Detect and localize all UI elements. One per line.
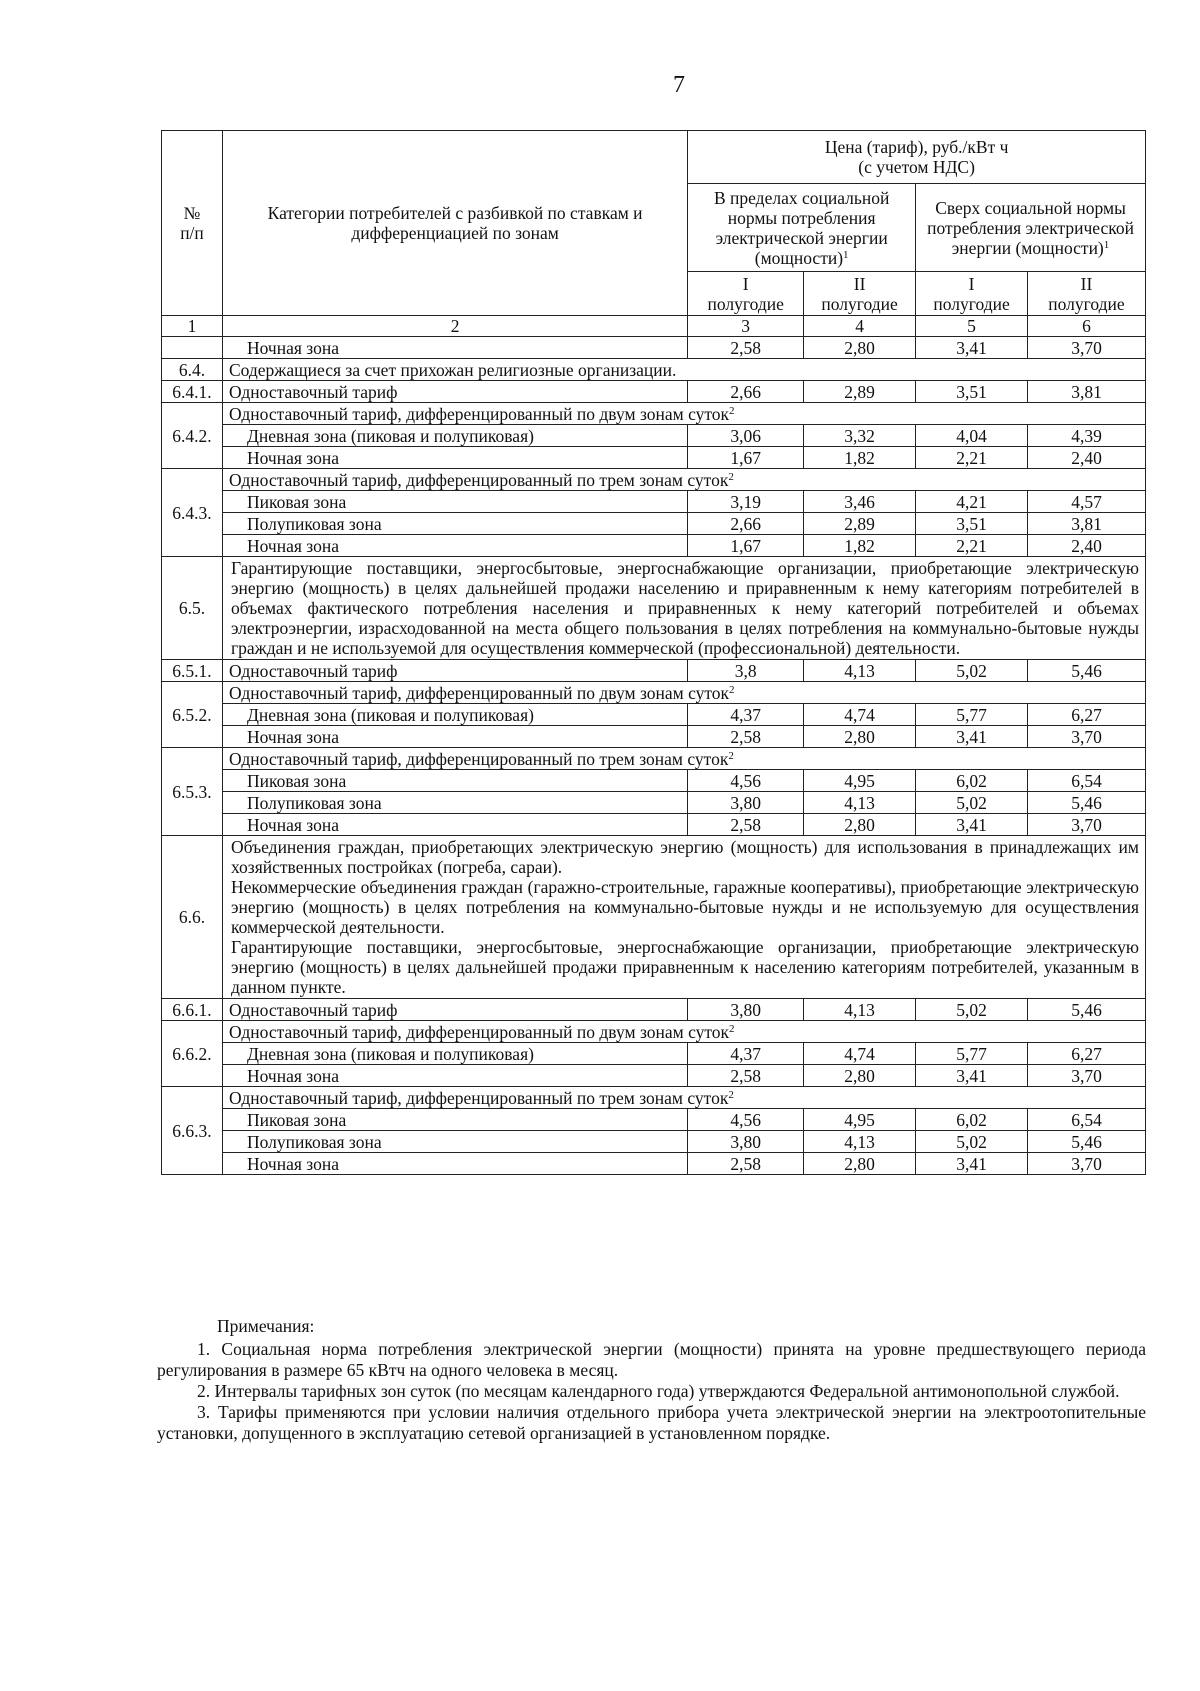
tariff-value: 3,70	[1028, 337, 1146, 359]
category-label: Ночная зона	[222, 337, 687, 359]
tariff-value: 2,58	[688, 1065, 804, 1087]
header-half-3: I полугодие	[916, 272, 1028, 316]
category-label: Полупиковая зона	[222, 792, 687, 814]
tariff-value: 5,46	[1028, 1131, 1146, 1153]
tariff-value: 3,51	[916, 381, 1028, 403]
category-label: Одноставочный тариф, дифференцированный по двум зонам суток$^2$	[222, 1021, 1145, 1043]
header-half-2: II полугодие	[804, 272, 916, 316]
notes-title: Примечания:	[217, 1316, 315, 1336]
category-description: Гарантирующие поставщики, энергосбытовые, энергоснабжающие организации, приобретающие электрическую энергию (мощность) в целях дальнейшей продажи населению и приравненным к нему категориям потребителей в объемах фактического потребления населения и приравненных к нему категорий потребителей и объемах электроэнергии, израсходованной на места общего пользования в целях потребления на коммунально-бытовые нужды граждан и не используемой для осуществления коммерческой (профессиональной) деятельности.	[222, 557, 1145, 660]
tariff-value: 1,82	[804, 535, 916, 557]
table-row	[162, 660, 1146, 682]
header-half-1: I полугодие	[688, 272, 804, 316]
tariff-value: 2,80	[804, 814, 916, 836]
tariff-value: 4,13	[804, 660, 916, 682]
tariff-value: 3,41	[916, 1153, 1028, 1175]
table-row	[162, 836, 1146, 999]
tariff-value: 3,80	[688, 999, 804, 1021]
tariff-value: 3,81	[1028, 513, 1146, 535]
table-row	[162, 403, 1146, 425]
row-number: 6.4.	[162, 359, 223, 381]
tariff-value: 5,02	[916, 792, 1028, 814]
category-description: Объединения граждан, приобретающих электрическую энергию (мощность) для использования в принадлежащих им хозяйственных постройках (погреба, сараи). Некоммерческие объединения граждан (гаражно-строительные, гаражные кооперативы), приобретающие электрическую энергию (мощность) в целях потребления на коммунально-бытовые нужды и не используемую для осуществления коммерческой деятельности. Гарантирующие поставщики, энергосбытовые, энергоснабжающие организации, приобретающие электрическую энергию (мощность) в целях дальнейшей продажи приравненным к населению категориям потребителей, указанным в данном пункте.	[222, 836, 1145, 999]
page-number: 7	[673, 72, 685, 98]
category-label: Ночная зона	[222, 1153, 687, 1175]
tariff-value: 4,13	[804, 1131, 916, 1153]
tariff-value: 2,21	[916, 535, 1028, 557]
tariff-value: 3,06	[688, 425, 804, 447]
table-row	[162, 513, 1146, 535]
tariff-value: 3,41	[916, 814, 1028, 836]
category-label: Пиковая зона	[222, 491, 687, 513]
header-price: Цена (тариф), руб./кВт ч (с учетом НДС)	[688, 131, 1146, 184]
category-label: Ночная зона	[222, 535, 687, 557]
tariff-value: 1,67	[688, 447, 804, 469]
tariff-value: 3,70	[1028, 726, 1146, 748]
tariff-value: 4,74	[804, 704, 916, 726]
tariff-value: 1,67	[688, 535, 804, 557]
tariff-value: 4,04	[916, 425, 1028, 447]
tariff-value: 2,58	[688, 337, 804, 359]
table-row	[162, 535, 1146, 557]
tariff-value: 3,81	[1028, 381, 1146, 403]
row-number	[162, 337, 223, 359]
col-num: 4	[804, 316, 916, 337]
col-num: 2	[222, 316, 687, 337]
table-row	[162, 770, 1146, 792]
header-category: Категории потребителей с разбивкой по ставкам и дифференциацией по зонам	[222, 131, 687, 316]
row-number: 6.6.	[162, 836, 223, 999]
tariff-value: 2,80	[804, 726, 916, 748]
header-above-norm: Сверх социальной нормы потребления электрической энергии (мощности)$^1$	[916, 184, 1146, 272]
col-num: 5	[916, 316, 1028, 337]
col-num: 6	[1028, 316, 1146, 337]
tariff-value: 3,41	[916, 726, 1028, 748]
table-row	[162, 1043, 1146, 1065]
tariff-value: 3,8	[688, 660, 804, 682]
table-row	[162, 557, 1146, 660]
tariff-value: 3,32	[804, 425, 916, 447]
table-row	[162, 682, 1146, 704]
table-row	[162, 704, 1146, 726]
col-num: 3	[688, 316, 804, 337]
tariff-value: 2,58	[688, 726, 804, 748]
tariff-value: 4,56	[688, 1109, 804, 1131]
table-row	[162, 748, 1146, 770]
tariff-value: 6,54	[1028, 770, 1146, 792]
tariff-value: 5,46	[1028, 792, 1146, 814]
tariff-value: 5,77	[916, 704, 1028, 726]
tariff-value: 6,02	[916, 770, 1028, 792]
tariff-value: 3,80	[688, 1131, 804, 1153]
column-number-row	[162, 316, 1146, 337]
row-number: 6.4.1.	[162, 381, 223, 403]
category-label: Одноставочный тариф, дифференцированный по двум зонам суток$^2$	[222, 403, 1145, 425]
header-num: № п/п	[162, 131, 223, 316]
tariff-value: 3,46	[804, 491, 916, 513]
category-label: Пиковая зона	[222, 1109, 687, 1131]
category-label: Одноставочный тариф, дифференцированный по трем зонам суток$^2$	[222, 748, 1145, 770]
tariff-value: 3,41	[916, 1065, 1028, 1087]
table-row	[162, 491, 1146, 513]
category-label: Одноставочный тариф, дифференцированный по трем зонам суток$^2$	[222, 469, 1145, 491]
tariff-value: 2,40	[1028, 535, 1146, 557]
tariff-value: 5,02	[916, 660, 1028, 682]
row-number: 6.6.1.	[162, 999, 223, 1021]
tariff-value: 2,80	[804, 1065, 916, 1087]
table-row	[162, 1087, 1146, 1109]
table-row	[162, 337, 1146, 359]
table-row	[162, 1109, 1146, 1131]
tariff-value: 6,54	[1028, 1109, 1146, 1131]
table-row	[162, 359, 1146, 381]
tariff-value: 4,37	[688, 704, 804, 726]
table-row	[162, 726, 1146, 748]
tariff-value: 6,27	[1028, 1043, 1146, 1065]
note-item: 2. Интервалы тарифных зон суток (по месяцам календарного года) утверждаются Федеральной антимонопольной службой.	[197, 1381, 1120, 1401]
tariff-value: 4,95	[804, 1109, 916, 1131]
row-number: 6.4.2.	[162, 403, 223, 469]
tariff-table	[161, 130, 1146, 1175]
tariff-value: 3,41	[916, 337, 1028, 359]
tariff-value: 2,58	[688, 1153, 804, 1175]
tariff-value: 5,46	[1028, 999, 1146, 1021]
tariff-value: 2,21	[916, 447, 1028, 469]
table-row	[162, 1065, 1146, 1087]
tariff-value: 6,27	[1028, 704, 1146, 726]
table-row	[162, 814, 1146, 836]
row-number: 6.5.3.	[162, 748, 223, 836]
row-number: 6.5.	[162, 557, 223, 660]
category-label: Полупиковая зона	[222, 1131, 687, 1153]
category-label: Дневная зона (пиковая и полупиковая)	[222, 704, 687, 726]
notes	[157, 1316, 1146, 1444]
category-label: Одноставочный тариф	[222, 381, 687, 403]
table-row	[162, 999, 1146, 1021]
col-num: 1	[162, 316, 223, 337]
row-number: 6.6.2.	[162, 1021, 223, 1087]
table-row	[162, 1131, 1146, 1153]
tariff-value: 3,51	[916, 513, 1028, 535]
table-row	[162, 381, 1146, 403]
tariff-value: 5,46	[1028, 660, 1146, 682]
category-label: Ночная зона	[222, 447, 687, 469]
table-row	[162, 792, 1146, 814]
tariff-value: 4,95	[804, 770, 916, 792]
tariff-value: 2,89	[804, 513, 916, 535]
header-half-4: II полугодие	[1028, 272, 1146, 316]
note-item: 1. Социальная норма потребления электрической энергии (мощности) принята на уровне предшествующего периода регулирования в размере 65 кВтч на одного человека в месяц.	[157, 1339, 1146, 1380]
row-number: 6.6.3.	[162, 1087, 223, 1175]
category-label: Одноставочный тариф, дифференцированный по трем зонам суток$^2$	[222, 1087, 1145, 1109]
category-label: Пиковая зона	[222, 770, 687, 792]
tariff-value: 4,74	[804, 1043, 916, 1065]
category-label: Одноставочный тариф	[222, 660, 687, 682]
tariff-value: 5,77	[916, 1043, 1028, 1065]
tariff-value: 2,40	[1028, 447, 1146, 469]
tariff-value: 5,02	[916, 999, 1028, 1021]
tariff-value: 6,02	[916, 1109, 1028, 1131]
category-label: Ночная зона	[222, 1065, 687, 1087]
table-row	[162, 447, 1146, 469]
tariff-value: 3,19	[688, 491, 804, 513]
tariff-value: 4,56	[688, 770, 804, 792]
tariff-value: 4,13	[804, 792, 916, 814]
tariff-value: 2,89	[804, 381, 916, 403]
tariff-value: 4,39	[1028, 425, 1146, 447]
table-row	[162, 469, 1146, 491]
tariff-value: 1,82	[804, 447, 916, 469]
tariff-value: 4,57	[1028, 491, 1146, 513]
tariff-value: 2,80	[804, 337, 916, 359]
category-label: Ночная зона	[222, 726, 687, 748]
tariff-value: 4,21	[916, 491, 1028, 513]
tariff-value: 3,70	[1028, 814, 1146, 836]
tariff-value: 2,66	[688, 513, 804, 535]
category-label: Одноставочный тариф	[222, 999, 687, 1021]
row-number: 6.4.3.	[162, 469, 223, 557]
category-label: Полупиковая зона	[222, 513, 687, 535]
category-label: Содержащиеся за счет прихожан религиозные организации.	[222, 359, 1145, 381]
category-label: Одноставочный тариф, дифференцированный по двум зонам суток$^2$	[222, 682, 1145, 704]
tariff-value: 2,58	[688, 814, 804, 836]
tariff-value: 2,80	[804, 1153, 916, 1175]
tariff-value: 2,66	[688, 381, 804, 403]
category-label: Ночная зона	[222, 814, 687, 836]
row-number: 6.5.2.	[162, 682, 223, 748]
category-label: Дневная зона (пиковая и полупиковая)	[222, 425, 687, 447]
header-within-norm: В пределах социальной нормы потребления электрической энергии (мощности)$^1$	[688, 184, 916, 272]
row-number: 6.5.1.	[162, 660, 223, 682]
table-row	[162, 425, 1146, 447]
table-row	[162, 1021, 1146, 1043]
tariff-value: 3,70	[1028, 1153, 1146, 1175]
tariff-value: 5,02	[916, 1131, 1028, 1153]
tariff-value: 4,37	[688, 1043, 804, 1065]
tariff-value: 3,80	[688, 792, 804, 814]
table-row	[162, 1153, 1146, 1175]
tariff-value: 3,70	[1028, 1065, 1146, 1087]
category-label: Дневная зона (пиковая и полупиковая)	[222, 1043, 687, 1065]
tariff-value: 4,13	[804, 999, 916, 1021]
note-item: 3. Тарифы применяются при условии наличия отдельного прибора учета электрической энергии на электроотопительные установки, допущенного в эксплуатацию сетевой организацией в установленном порядке.	[157, 1402, 1146, 1443]
